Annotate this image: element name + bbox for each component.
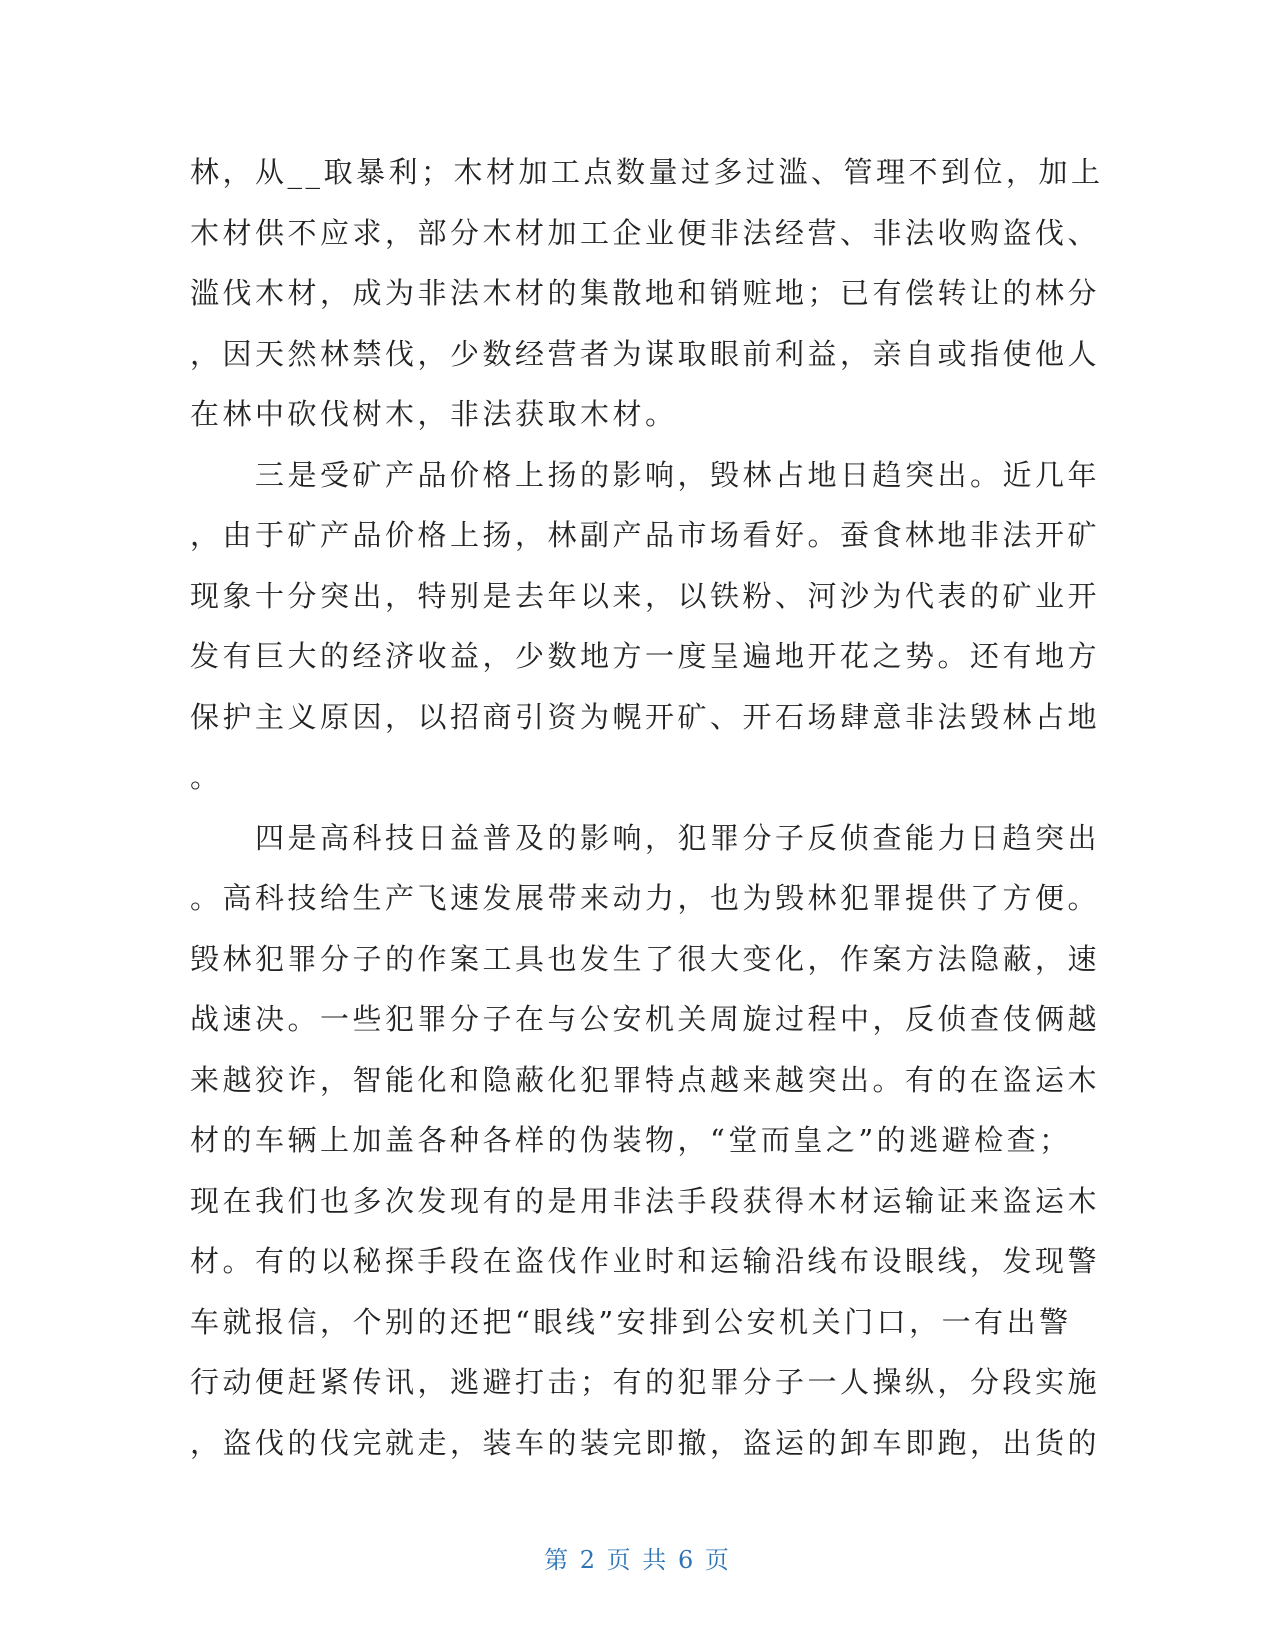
text-line: 滥伐木材，成为非法木材的集散地和销赃地；已有偿转让的林分 [190, 276, 1101, 310]
text-line: 来越狡诈，智能化和隐蔽化犯罪特点越来越突出。有的在盗运木 [190, 1062, 1101, 1097]
text-line: 。 [190, 760, 223, 794]
text-line: 现在我们也多次发现有的是用非法手段获得木材运输证来盗运木 [190, 1183, 1101, 1218]
page-number-footer: 第 2 页 共 6 页 [544, 1546, 731, 1574]
text-line: 车就报信，个别的还把“眼线”安排到公安机关门口，一有出警 [190, 1304, 1072, 1339]
text-line: 三是受矿产品价格上扬的影响，毁林占地日趋突出。近几年 [190, 457, 1101, 492]
text-line: 。高科技给生产飞速发展带来动力，也为毁林犯罪提供了方便。 [190, 881, 1101, 915]
text-line: ，盗伐的伐完就走，装车的装完即撤，盗运的卸车即跑，出货的 [190, 1425, 1101, 1460]
text-line: 四是高科技日益普及的影响，犯罪分子反侦查能力日趋突出 [190, 820, 1101, 855]
text-line: ，由于矿产品价格上扬，林副产品市场看好。蚕食林地非法开矿 [190, 518, 1101, 552]
text-line: 材。有的以秘探手段在盗伐作业时和运输沿线布设眼线，发现警 [190, 1244, 1101, 1278]
text-line: 在林中砍伐树木，非法获取木材。 [190, 397, 678, 431]
text-line: 毁林犯罪分子的作案工具也发生了很大变化，作案方法隐蔽，速 [190, 941, 1101, 976]
document-body [190, 142, 1104, 1473]
text-line: 材的车辆上加盖各种各样的伪装物，“堂而皇之”的逃避检查； [190, 1123, 1072, 1157]
text-line: 发有巨大的经济收益，少数地方一度呈遍地开花之势。还有地方 [190, 639, 1101, 673]
text-line: 木材供不应求，部分木材加工企业便非法经营、非法收购盗伐、 [190, 215, 1101, 250]
text-line: 林，从__取暴利；木材加工点数量过多过滥、管理不到位，加上 [190, 155, 1104, 189]
text-line: 现象十分突出，特别是去年以来，以铁粉、河沙为代表的矿业开 [190, 578, 1101, 613]
text-line: 保护主义原因，以招商引资为幌开矿、开石场肆意非法毁林占地 [190, 699, 1101, 734]
text-line: 战速决。一些犯罪分子在与公安机关周旋过程中，反侦查伎俩越 [190, 1002, 1101, 1036]
text-line: 行动便赶紧传讯，逃避打击；有的犯罪分子一人操纵，分段实施 [190, 1365, 1101, 1399]
text-line: ，因天然林禁伐，少数经营者为谋取眼前利益，亲自或指使他人 [190, 336, 1101, 371]
